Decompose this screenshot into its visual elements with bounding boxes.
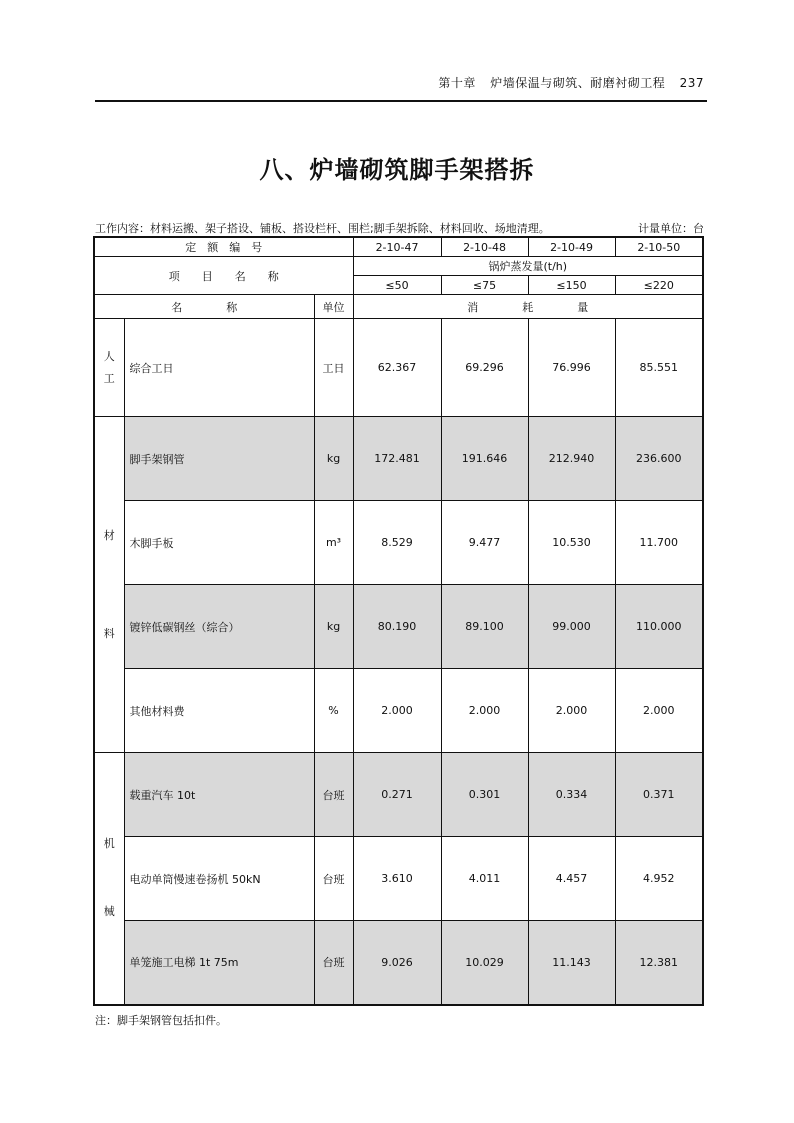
item-unit: % [314,669,353,753]
table-row [94,837,703,921]
category-char: 材 [103,528,115,542]
item-name: 电动单筒慢速卷扬机 50kN [124,837,314,921]
value-cell: 76.996 [528,319,615,417]
value-cell: 9.477 [441,501,528,585]
value-cell: 69.296 [441,319,528,417]
value-cell: 212.940 [528,417,615,501]
work-content-line [95,220,704,236]
value-cell: 4.952 [615,837,703,921]
value-cell: 4.011 [441,837,528,921]
capacity-cell: ≤220 [615,276,703,295]
section-title: 八、炉墙砌筑脚手架搭拆 [259,156,535,184]
value-cell: 110.000 [615,585,703,669]
item-unit: m³ [314,501,353,585]
item-name: 木脚手板 [124,501,314,585]
category-char: 人 [103,349,115,363]
quota-code-row [94,237,703,257]
value-cell: 62.367 [353,319,441,417]
item-unit: 工日 [314,319,353,417]
category-char: 械 [103,905,115,919]
table-row [94,921,703,1005]
value-cell: 2.000 [441,669,528,753]
value-cell: 191.646 [441,417,528,501]
chapter-number: 第十章 [438,76,476,90]
measurement-unit: 计量单位：台 [638,222,704,235]
item-name: 单笼施工电梯 1t 75m [124,921,314,1005]
value-cell: 80.190 [353,585,441,669]
table-row [94,417,703,501]
value-cell: 10.029 [441,921,528,1005]
item-name: 镀锌低碳钢丝（综合） [124,585,314,669]
table-row [94,585,703,669]
item-unit: 台班 [314,837,353,921]
capacity-cell: ≤75 [441,276,528,295]
item-unit: kg [314,585,353,669]
work-content: 工作内容：材料运搬、架子搭设、铺板、搭设栏杆、围栏;脚手架拆除、材料回收、场地清理。 [95,222,550,235]
code-cell: 2-10-47 [353,237,441,257]
unit-column-header: 单位 [314,295,353,319]
value-cell: 0.301 [441,753,528,837]
category-chars [95,525,124,645]
value-cell: 12.381 [615,921,703,1005]
value-cell: 85.551 [615,319,703,417]
value-cell: 4.457 [528,837,615,921]
table-row [94,669,703,753]
value-cell: 0.271 [353,753,441,837]
table-row [94,319,703,417]
item-unit: 台班 [314,921,353,1005]
value-cell: 236.600 [615,417,703,501]
value-cell: 2.000 [528,669,615,753]
chapter-title: 炉墙保温与砌筑、耐磨衬砌工程 [490,76,666,90]
header-rule [95,100,707,102]
value-cell: 11.700 [615,501,703,585]
item-name: 载重汽车 10t [124,753,314,837]
quota-label: 定 额 编 号 [94,237,353,257]
value-cell: 2.000 [615,669,703,753]
code-cell: 2-10-50 [615,237,703,257]
value-cell: 89.100 [441,585,528,669]
category-char: 机 [103,837,115,851]
item-group-row [94,257,703,276]
value-cell: 172.481 [353,417,441,501]
category-labor [94,319,124,417]
value-cell: 11.143 [528,921,615,1005]
table-row [94,753,703,837]
capacity-cell: ≤50 [353,276,441,295]
category-char: 工 [103,371,115,385]
footnote: 注：脚手架钢管包括扣件。 [95,1014,227,1027]
item-name: 综合工日 [124,319,314,417]
value-cell: 10.530 [528,501,615,585]
group-label: 锅炉蒸发量(t/h) [353,257,703,276]
code-cell: 2-10-48 [441,237,528,257]
value-cell: 0.334 [528,753,615,837]
item-unit: 台班 [314,753,353,837]
value-cell: 0.371 [615,753,703,837]
quota-table [93,236,704,1006]
value-cell: 9.026 [353,921,441,1005]
item-label: 项 目 名 称 [94,257,353,295]
page-number: 237 [679,76,704,90]
running-header [95,74,704,91]
item-unit: kg [314,417,353,501]
category-material [94,417,124,753]
table-row [94,501,703,585]
consumption-column-header: 消 耗 量 [353,295,703,319]
category-char: 料 [103,626,115,640]
code-cell: 2-10-49 [528,237,615,257]
capacity-cell: ≤150 [528,276,615,295]
item-name: 脚手架钢管 [124,417,314,501]
value-cell: 3.610 [353,837,441,921]
name-column-header: 名 称 [94,295,314,319]
column-header-row [94,295,703,319]
value-cell: 99.000 [528,585,615,669]
category-machine [94,753,124,1005]
item-name: 其他材料费 [124,669,314,753]
value-cell: 2.000 [353,669,441,753]
value-cell: 8.529 [353,501,441,585]
category-chars [95,833,124,923]
